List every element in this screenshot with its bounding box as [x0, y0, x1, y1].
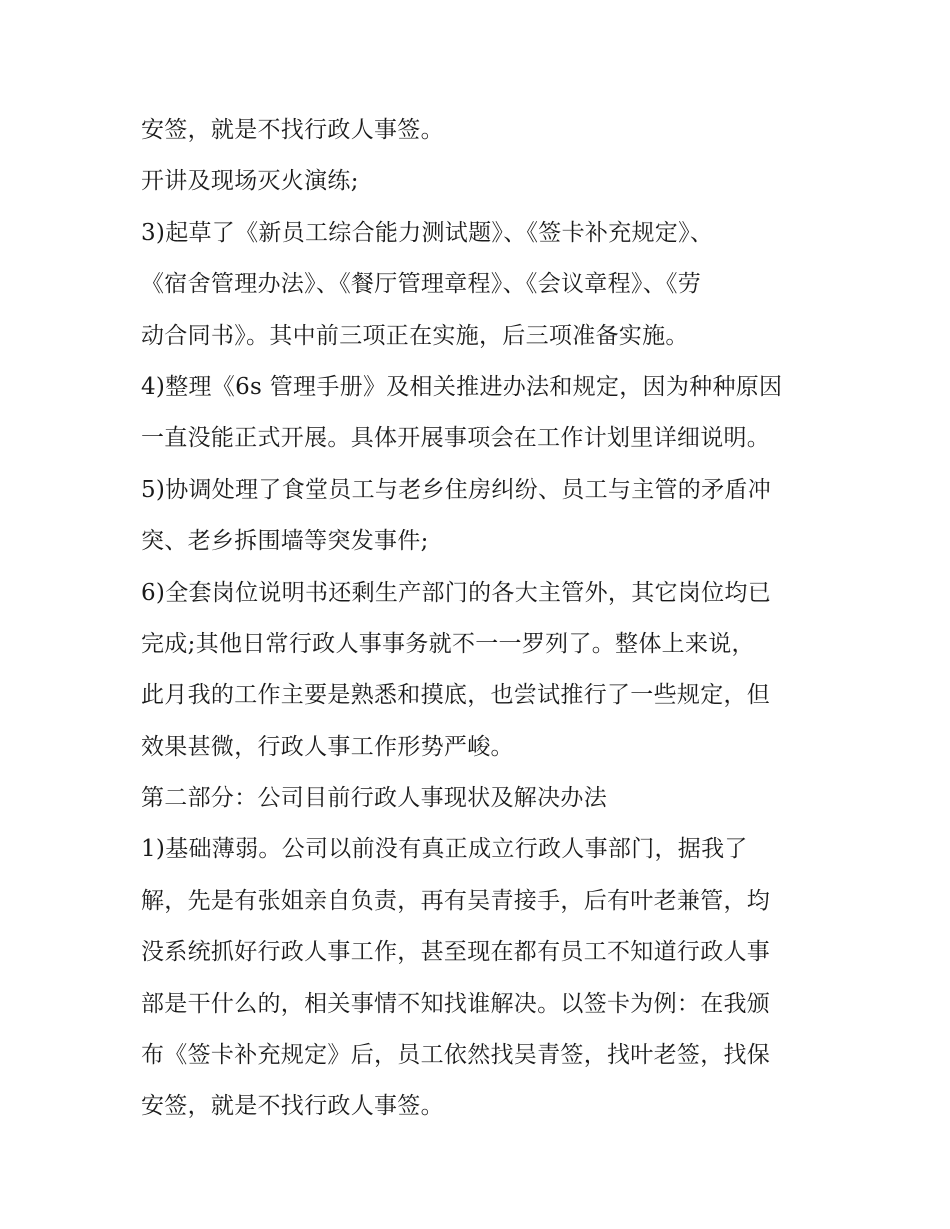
text-line: 此月我的工作主要是熟悉和摸底，也尝试推行了一些规定，但: [141, 682, 771, 709]
text-line: 3)起草了《新员工综合能力测试题》、《签卡补充规定》、: [141, 219, 714, 246]
text-line: 没系统抓好行政人事工作，甚至现在都有员工不知道行政人事: [141, 939, 771, 966]
text-line: 5)协调处理了食堂员工与老乡住房纠纷、员工与主管的矛盾冲: [141, 476, 772, 503]
text-line: 突、老乡拆围墙等突发事件;: [141, 528, 429, 555]
text-line: 安签，就是不找行政人事签。: [141, 1093, 444, 1120]
text-line: 解，先是有张姐亲自负责，再有吴青接手，后有叶老兼管，均: [141, 887, 771, 914]
text-line: 完成;其他日常行政人事事务就不一一罗列了。整体上来说，: [141, 630, 755, 657]
text-line: 安签，就是不找行政人事签。: [141, 117, 444, 143]
text-line: 部是干什么的，相关事情不知找谁解决。以签卡为例：在我颁: [141, 990, 771, 1017]
text-line: 开讲及现场灭火演练;: [141, 168, 359, 195]
text-line: 4)整理《6s 管理手册》及相关推进办法和规定，因为种种原因: [141, 373, 783, 400]
document-body: [141, 107, 821, 1135]
text-line: 一直没能正式开展。具体开展事项会在工作计划里详细说明。: [141, 425, 771, 452]
text-line: 6)全套岗位说明书还剩生产部门的各大主管外，其它岗位均已: [141, 579, 772, 606]
text-line: 布《签卡补充规定》后，员工依然找吴青签，找叶老签，找保: [141, 1042, 771, 1069]
text-line: 动合同书》。其中前三项正在实施，后三项准备实施。: [141, 322, 689, 349]
text-line: 1)基础薄弱。公司以前没有真正成立行政人事部门，据我了: [141, 836, 748, 863]
text-line: 效果甚微，行政人事工作形势严峻。: [141, 733, 514, 760]
section-heading: 第二部分：公司目前行政人事现状及解决办法: [141, 785, 607, 812]
text-line: 《宿舍管理办法》、《餐厅管理章程》、《会议章程》、《劳: [141, 271, 702, 298]
